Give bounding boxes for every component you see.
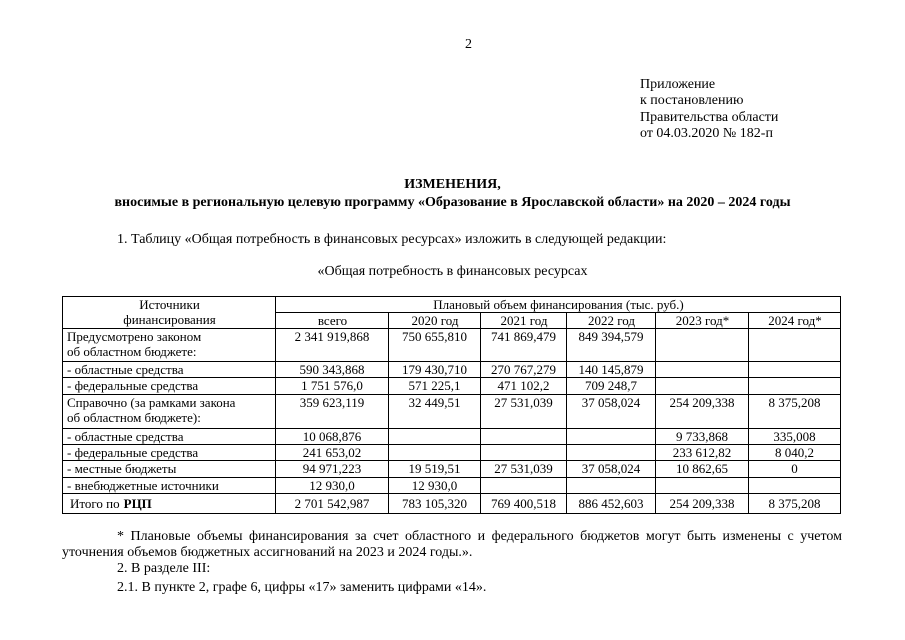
cell-2022: 886 452,603 [567, 494, 656, 514]
table-caption: «Общая потребность в финансовых ресурсах [317, 264, 588, 279]
title-heading: ИЗМЕНЕНИЯ, [404, 177, 501, 192]
table-header-row [63, 297, 841, 313]
source-line: - внебюджетные источники [67, 478, 219, 493]
source-cell [63, 461, 276, 478]
table-row [63, 461, 841, 478]
cell-2024 [749, 362, 841, 378]
cell-2022: 37 058,024 [567, 395, 656, 429]
cell-total: 94 971,223 [276, 461, 389, 478]
table-row [63, 329, 841, 362]
footnote-line: * Плановые объемы финансирования за счет областного и федерального бюджетов могут быть изменены с учетом [117, 529, 842, 544]
cell-total: 2 341 919,868 [276, 329, 389, 362]
cell-total: 10 068,876 [276, 429, 389, 445]
total-label-abbreviation: РЦП [123, 496, 152, 511]
source-header-line: финансирования [123, 312, 216, 327]
cell-2024: 0 [749, 461, 841, 478]
cell-2020: 12 930,0 [389, 478, 481, 494]
page-number: 2 [465, 37, 472, 52]
cell-2022: 140 145,879 [567, 362, 656, 378]
table-row [63, 395, 841, 429]
table-total-row [63, 494, 841, 514]
cell-2020: 32 449,51 [389, 395, 481, 429]
cell-2024: 8 375,208 [749, 494, 841, 514]
table-row [63, 429, 841, 445]
source-line: - местные бюджеты [67, 461, 177, 476]
cell-total: 241 653,02 [276, 445, 389, 461]
cell-2023: 233 612,82 [656, 445, 749, 461]
cell-2021 [481, 429, 567, 445]
cell-2023 [656, 362, 749, 378]
cell-2022: 849 394,579 [567, 329, 656, 362]
source-line: об областном бюджете): [67, 410, 201, 425]
cell-2023: 254 209,338 [656, 395, 749, 429]
cell-2024: 335,008 [749, 429, 841, 445]
approval-line: к постановлению [640, 93, 744, 109]
total-label: Итого по [70, 496, 120, 511]
financial-needs-table [62, 296, 841, 514]
cell-2020: 19 519,51 [389, 461, 481, 478]
cell-2021 [481, 445, 567, 461]
source-cell [63, 478, 276, 494]
approval-line: от 04.03.2020 № 182-п [640, 126, 773, 142]
source-header-line: Источники [139, 297, 200, 312]
cell-2023: 10 862,65 [656, 461, 749, 478]
table-row [63, 362, 841, 378]
item-2-paragraph: 2. В разделе III: [117, 561, 211, 576]
cell-total: 359 623,119 [276, 395, 389, 429]
column-header-2020: 2020 год [389, 313, 481, 329]
cell-2020: 783 105,320 [389, 494, 481, 514]
column-header-2023: 2023 год* [656, 313, 749, 329]
column-header-2022: 2022 год [567, 313, 656, 329]
cell-2023 [656, 478, 749, 494]
cell-total: 590 343,868 [276, 362, 389, 378]
table-row [63, 378, 841, 395]
column-header-total: всего [276, 313, 389, 329]
item-1-paragraph: 1. Таблицу «Общая потребность в финансовых ресурсах» изложить в следующей редакции: [117, 232, 667, 247]
source-line: - федеральные средства [67, 445, 199, 460]
approval-block [640, 77, 778, 143]
source-cell [63, 378, 276, 395]
cell-2023 [656, 329, 749, 362]
total-source-cell [63, 494, 276, 514]
cell-2022: 709 248,7 [567, 378, 656, 395]
source-cell [63, 329, 276, 362]
source-line: Предусмотрено законом [67, 329, 202, 344]
table-row [63, 478, 841, 494]
cell-2020: 750 655,810 [389, 329, 481, 362]
item-2-1-paragraph: 2.1. В пункте 2, графе 6, цифры «17» заменить цифрами «14». [117, 580, 487, 595]
cell-2021 [481, 478, 567, 494]
cell-2021: 471 102,2 [481, 378, 567, 395]
cell-2020: 571 225,1 [389, 378, 481, 395]
cell-2022 [567, 429, 656, 445]
cell-2020: 179 430,710 [389, 362, 481, 378]
cell-2020 [389, 429, 481, 445]
cell-2022 [567, 445, 656, 461]
source-line: - областные средства [67, 429, 184, 444]
cell-total: 12 930,0 [276, 478, 389, 494]
source-header-cell [63, 297, 276, 329]
source-line: об областном бюджете: [67, 344, 197, 359]
table-row [63, 445, 841, 461]
cell-2021: 769 400,518 [481, 494, 567, 514]
source-line: Справочно (за рамками закона [67, 395, 236, 410]
source-cell [63, 429, 276, 445]
cell-2024: 8 040,2 [749, 445, 841, 461]
source-cell [63, 445, 276, 461]
column-header-2024: 2024 год* [749, 313, 841, 329]
cell-total: 2 701 542,987 [276, 494, 389, 514]
cell-2023 [656, 378, 749, 395]
cell-2021: 27 531,039 [481, 395, 567, 429]
cell-2020 [389, 445, 481, 461]
cell-2024: 8 375,208 [749, 395, 841, 429]
cell-2024 [749, 378, 841, 395]
cell-2022 [567, 478, 656, 494]
cell-2023: 9 733,868 [656, 429, 749, 445]
cell-2023: 254 209,338 [656, 494, 749, 514]
cell-2021: 27 531,039 [481, 461, 567, 478]
cell-2021: 270 767,279 [481, 362, 567, 378]
cell-2024 [749, 478, 841, 494]
title-subheading: вносимые в региональную целевую программу «Образование в Ярославской области» на 2020 – 2024 годы [114, 195, 791, 210]
approval-line: Правительства области [640, 109, 779, 125]
footnote-line: уточнения объемов бюджетных ассигнований на 2023 и 2024 годы.». [62, 545, 473, 560]
source-line: - областные средства [67, 362, 184, 377]
source-line: - федеральные средства [67, 378, 199, 393]
cell-2022: 37 058,024 [567, 461, 656, 478]
document-title [0, 176, 905, 212]
cell-total: 1 751 576,0 [276, 378, 389, 395]
source-cell [63, 362, 276, 378]
cell-2024 [749, 329, 841, 362]
footnote [62, 529, 842, 561]
plan-header-cell: Плановый объем финансирования (тыс. руб.) [276, 297, 841, 313]
column-header-2021: 2021 год [481, 313, 567, 329]
source-cell [63, 395, 276, 429]
cell-2021: 741 869,479 [481, 329, 567, 362]
approval-line: Приложение [640, 77, 716, 92]
